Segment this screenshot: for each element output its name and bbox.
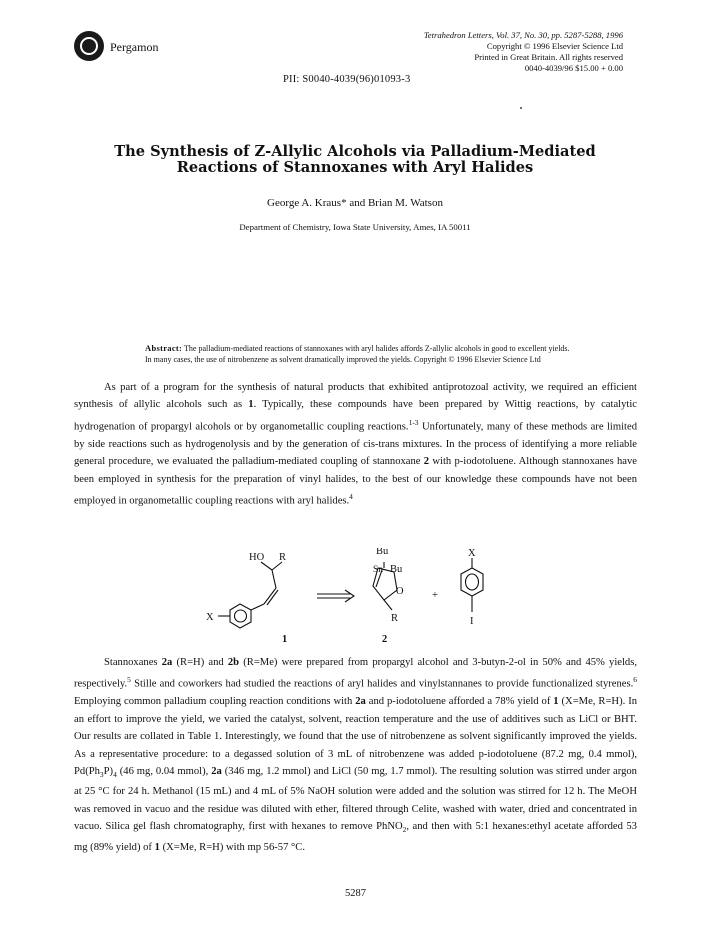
scheme-ho-label: HO (249, 552, 265, 563)
body-paragraph-1: As part of a program for the synthesis of natural products that exhibited antiprotozoal activity, we required an efficient synthesis of allylic alcohols such as 1. Typically, these compounds have been prepared by Wittig reactions, by catalytic hydrogenation of propargyl alcohols or by organometallic coupling reactions.$^{1-3}$ Unfortunately, many of these methods are limited by side reactions such as hydrogenolysis and by the generation of cis-trans mixtures. In the process of identifying a more reliable general procedure, we evaluated the palladium-mediated coupling of stannoxane 2 with p-iodotoluene. Although stannoxanes have been employed in synthesis for the preparation of vinyl halides, to the best of our knowledge these compounds have not been employed in organometallic coupling reactions with aryl halides.$^4$ (74, 382, 637, 507)
abstract-label: Abstract: (145, 343, 183, 353)
price-line: 0040-4039/96 $15.00 + 0.00 (524, 63, 623, 73)
aromatic-circle-1 (235, 610, 247, 622)
scheme-sn-label: Sn (373, 565, 384, 575)
scheme-plus: + (432, 590, 438, 601)
speck (520, 107, 522, 109)
scheme-r1-label: R (279, 552, 287, 563)
journal-info (363, 30, 623, 74)
scheme-x1-label: X (206, 612, 214, 623)
title-line-2: Reactions of Stannoxanes with Aryl Halides (176, 159, 534, 176)
pii: PII: S0040-4039(96)01093-3 (283, 74, 411, 85)
scheme-bu2-label: Bu (390, 564, 403, 575)
affiliation: Department of Chemistry, Iowa State University, Ames, IA 50011 (239, 222, 471, 232)
journal-citation: Tetrahedron Letters, Vol. 37, No. 30, pp. 5287-5288, 1996 (423, 30, 623, 40)
printed-line: Printed in Great Britain. All rights reserved (474, 52, 623, 62)
aromatic-circle-2 (466, 574, 479, 590)
benzene-ring-1 (230, 604, 251, 628)
body-paragraph-2: Stannoxanes 2a (R=H) and 2b (R=Me) were prepared from propargyl alcohol and 3-butyn-2-ol in 50% and 45% yields, respectively.$^5$ Stille and coworkers had studied the reactions of aryl halides and vinylstannanes to provide functionalized styrenes.$^6$ Employing common palladium coupling reaction conditions with 2a and p-iodotoluene afforded a 78% yield of 1 (X=Me, R=H). In an effort to improve the yield, we varied the catalyst, solvent, reaction temperature and the use of additives such as LiCl or BHT. Our results are collated in Table 1. Interestingly, we found that the use of nitrobenzene as solvent significantly improved the yields. As a representative procedure: to a degassed solution of 3 mL of nitrobenzene was added p-iodotoluene (87.2 mg, 0.4 mmol), $Pd(Ph_3P)_4$ (46 mg, 0.04 mmol), 2a (346 mg, 1.2 mmol) and LiCl (50 mg, 1.7 mmol). The resulting solution was stirred under argon at 25 °C for 24 h. Methanol (15 mL) and 4 mL of 5% NaOH solution were added and the solution was stirred for 12 h. The MeOH was removed in vacuo and the residue was diluted with ether, filtered through Celite, washed with water, dried and concentrated in vacuo. Silica gel flash chromatography, first with hexanes to remove PhNO$_2$, and then with 5:1 hexanes:ethyl acetate afforded 53 mg (89% yield) of 1 (X=Me, R=H) with mp 56-57 °C. (74, 657, 638, 853)
compound-1-label: 1 (282, 634, 288, 645)
page-number: 5287 (345, 888, 366, 899)
title-line-1: The Synthesis of Z-Allylic Alcohols via Palladium-Mediated (114, 143, 596, 160)
publisher-name: Pergamon (110, 40, 159, 54)
scheme-r2-label: R (391, 613, 399, 624)
logo-tree-icon (80, 37, 98, 55)
abstract-text: The palladium-mediated reactions of stannoxanes with aryl halides affords Z-allylic alcohols in good to excellent yields. In many cases, the use of nitrobenzene as solvent dramatically improved the yields. Copyright © 1996 Elsevier Science Ltd (145, 344, 570, 364)
reaction-scheme (200, 548, 530, 648)
authors: George A. Kraus* and Brian M. Watson (267, 197, 443, 209)
benzene-ring-2 (461, 568, 483, 596)
scheme-i-label: I (470, 616, 474, 627)
scheme-x2-label: X (468, 548, 476, 559)
scheme-bu1-label: Bu (376, 548, 389, 557)
compound-2-label: 2 (382, 634, 388, 645)
abstract (145, 343, 575, 365)
copyright-line: Copyright © 1996 Elsevier Science Ltd (486, 41, 623, 51)
article-title (100, 144, 610, 176)
scheme-o-label: O (396, 586, 404, 597)
